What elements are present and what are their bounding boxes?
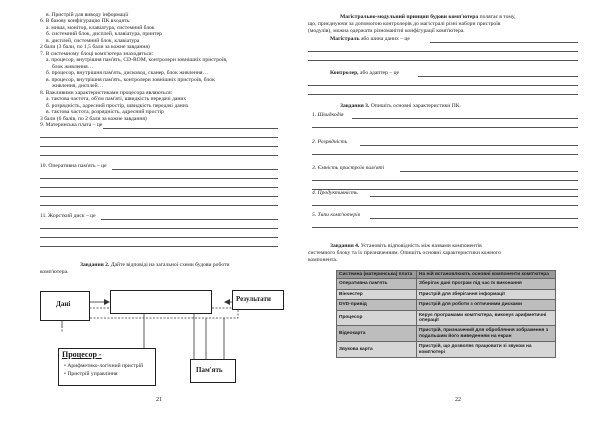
option-text: в. Пристрій для виводу інформації [46,12,129,18]
empty-box [110,290,212,314]
characteristic-item: 4. Продуктивність [312,190,358,196]
paragraph-1-line: (модулів), можна одержати різноманітні конфігурації комп'ютера. [308,28,465,34]
question-9: 9. Материнська плата – це [40,122,103,128]
paragraph-1-line: що, приєднуючи за допомогою контролерів до магістралі різні набори пристроїв [308,21,501,27]
task-2-text: комп'ютера. [40,269,69,275]
task-4-text: компонента. [308,257,338,263]
task-2-heading: Завдання 2. Дайте відповіді на загальної схеми будови роботи [80,262,230,268]
table-cell: Процесор [337,310,417,326]
option-text: в. тактова частота, розрядність, адресний простір [46,109,164,115]
memory-label: Пам'ять [196,366,223,374]
characteristic-item: 5. Типи комп'ютерів [312,212,361,218]
table-cell: Пристрій, що дозволяє працювати зі звуком на комп'ютері [417,342,556,358]
magistral-def: Магістраль або шина даних – це [330,36,410,42]
table-cell: Керує програмами комп'ютера, виконує арифметичні операції [417,310,556,326]
cpu-item: • Пристрій управління [64,371,118,377]
question-6: 6. В базову конфігурацію ПК входять: [40,18,131,24]
table-cell: Вінчестер [337,289,417,299]
option-text: а. миша, монітор, клавіатура, системний блок [46,25,155,31]
table-cell: Пристрій, призначений для обробляння зображення з подальшим його виведенням на екран [417,326,556,342]
table-cell: Звукова карта [337,342,417,358]
option-text: в. дисплей, системний блок, клавіатура [46,38,140,44]
data-label: Дані [56,300,71,308]
task-3-heading: Завдання 3. Опишіть основні характеристики ПК. [340,103,461,109]
option-text: б. розрядність, адресний простір, швидкість передачі даних [46,103,189,109]
option-text: блок живлення… [52,64,94,70]
score-note: 2 бали (3 бали, по 1,5 бали за кожне завдання) [40,44,150,50]
table-cell: Оперативна пам'ять [337,279,417,289]
option-text: живлення, дисплей… [52,83,104,89]
characteristic-item: 1. Швидкодія [312,112,344,118]
question-7: 7. В системному блоці комп'ютера знаходяться: [40,51,154,57]
table-cell: DVD-привід [337,300,417,310]
option-text: б. системний блок, дисплей, клавіатура, принтер [46,31,162,37]
table-header-cell: Системна (материнська) плата [337,271,417,279]
score-note: 3 бали (6 балів, по 2 бали за кожне завдання) [40,116,147,122]
table-cell: Відеокарта [337,326,417,342]
page-number: 22 [455,397,461,403]
results-label: Результати [236,295,271,303]
task-4-heading: Завдання 4. Установіть відповідність між назвами компонентів [330,243,482,249]
controller-def: Контролер, або адаптер – це [330,70,400,76]
table-cell: Пристрій для зберігання інформації [417,289,556,299]
characteristic-item: 3. Ємність пристроїв пам'яті [312,165,385,171]
matching-table [336,270,556,358]
table-header-cell: На ній встановлюють основні компоненти комп'ютера [417,271,556,279]
question-11: 11. Жорсткий диск – це [40,213,96,219]
option-text: в. процесор, внутрішня пам'ять, контролери зовнішніх пристроїв, блок [46,77,215,83]
question-8: 8. Важливими характеристиками процесора являються: [40,90,173,96]
page-number: 21 [156,397,162,403]
cpu-item: • Арифметико-логічний пристрій [64,363,144,369]
processor-title: Процесор - [62,350,102,359]
option-text: б. процесор, внутрішня пам'ять, дисковод, сканер, блок живлення… [46,70,209,76]
option-text: а. тактова частота, об'єм пам'яті, швидкість передачі даних [46,96,187,102]
paragraph-1: Магістрально-модульний принцип будови комп'ютера полягає в тому, [340,14,516,20]
characteristic-item: 2. Розрядність [312,139,348,145]
question-10: 10. Оперативна пам'ять – це [40,163,107,169]
task-4-text: системного блоку та їх призначенням. Опишіть основні характеристики кожного [308,250,501,256]
table-cell: Пристрій для роботи з оптичними дисками [417,300,556,310]
option-text: а. процесор, внутрішня пам'ять, CD-ROM, контролери зовнішніх пристроїв, [46,57,228,63]
table-cell: Зберігає дані програм під час їх виконання [417,279,556,289]
